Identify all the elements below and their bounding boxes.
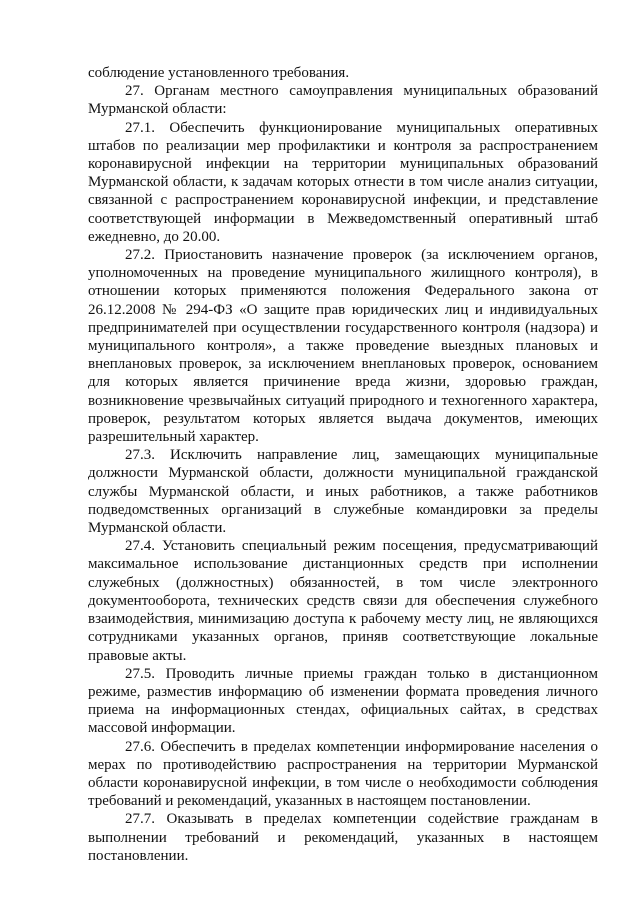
paragraph-continuation: соблюдение установленного требования.: [88, 65, 350, 81]
paragraph-27-2: 27.2. Приостановить назначение проверок (за исключением органов, уполномоченных на проведение муниципального жилищного контроля), в отношении которых применяются положения Федерального закона от 26.12.2008 № 294-ФЗ «О защите прав юридических лиц и индивидуальных предпринимателей при осуществлении государственного контроля (надзора) и муниципального контроля», а также проведение выездных плановых и внеплановых проверок, за исключением внеплановых проверок, основанием для которых является причинение вреда жизни, здоровью граждан, возникновение чрезвычайных ситуаций природного и техногенного характера, проверок, результатом которых является выдача документов, имеющих разрешительный характер.: [88, 247, 598, 446]
document-page: [88, 64, 598, 865]
paragraph-27-1: 27.1. Обеспечить функционирование муниципальных оперативных штабов по реализации мер профилактики и контроля за распространением коронавирусной инфекции на территории муниципальных образований Мурманской области, к задачам которых отнести в том числе анализ ситуации, связанной с распространением коронавирусной инфекции, и представление соответствующей информации в Межведомственный оперативный штаб ежедневно, до 20.00.: [88, 119, 598, 245]
paragraph-27-6: 27.6. Обеспечить в пределах компетенции информирование населения о мерах по противодействию распространения на территории Мурманской области коронавирусной инфекции, в том числе о необходимости соблюдения требований и рекомендаций, указанных в настоящем постановлении.: [88, 738, 598, 810]
paragraph-27: 27. Органам местного самоуправления муниципальных образований Мурманской области:: [88, 83, 598, 118]
paragraph-27-4: 27.4. Установить специальный режим посещения, предусматривающий максимальное использование дистанционных средств при исполнении служебных (должностных) обязанностей, в том числе электронного документооборота, технических средств связи для обеспечения служебного взаимодействия, минимизацию доступа к рабочему месту лиц, не являющихся сотрудниками указанных органов, приняв соответствующие локальные правовые акты.: [88, 538, 598, 664]
paragraph-27-5: 27.5. Проводить личные приемы граждан только в дистанционном режиме, разместив информацию об изменении формата проведения личного приема на информационных стендах, официальных сайтах, в средствах массовой информации.: [88, 665, 598, 737]
paragraph-27-3: 27.3. Исключить направление лиц, замещающих муниципальные должности Мурманской области, должности муниципальной гражданской службы Мурманской области, и иных работников, а также работников подведомственных организаций в служебные командировки за пределы Мурманской области.: [88, 447, 598, 537]
paragraph-27-7: 27.7. Оказывать в пределах компетенции содействие гражданам в выполнении требований и рекомендаций, указанных в настоящем постановлении.: [88, 811, 598, 864]
